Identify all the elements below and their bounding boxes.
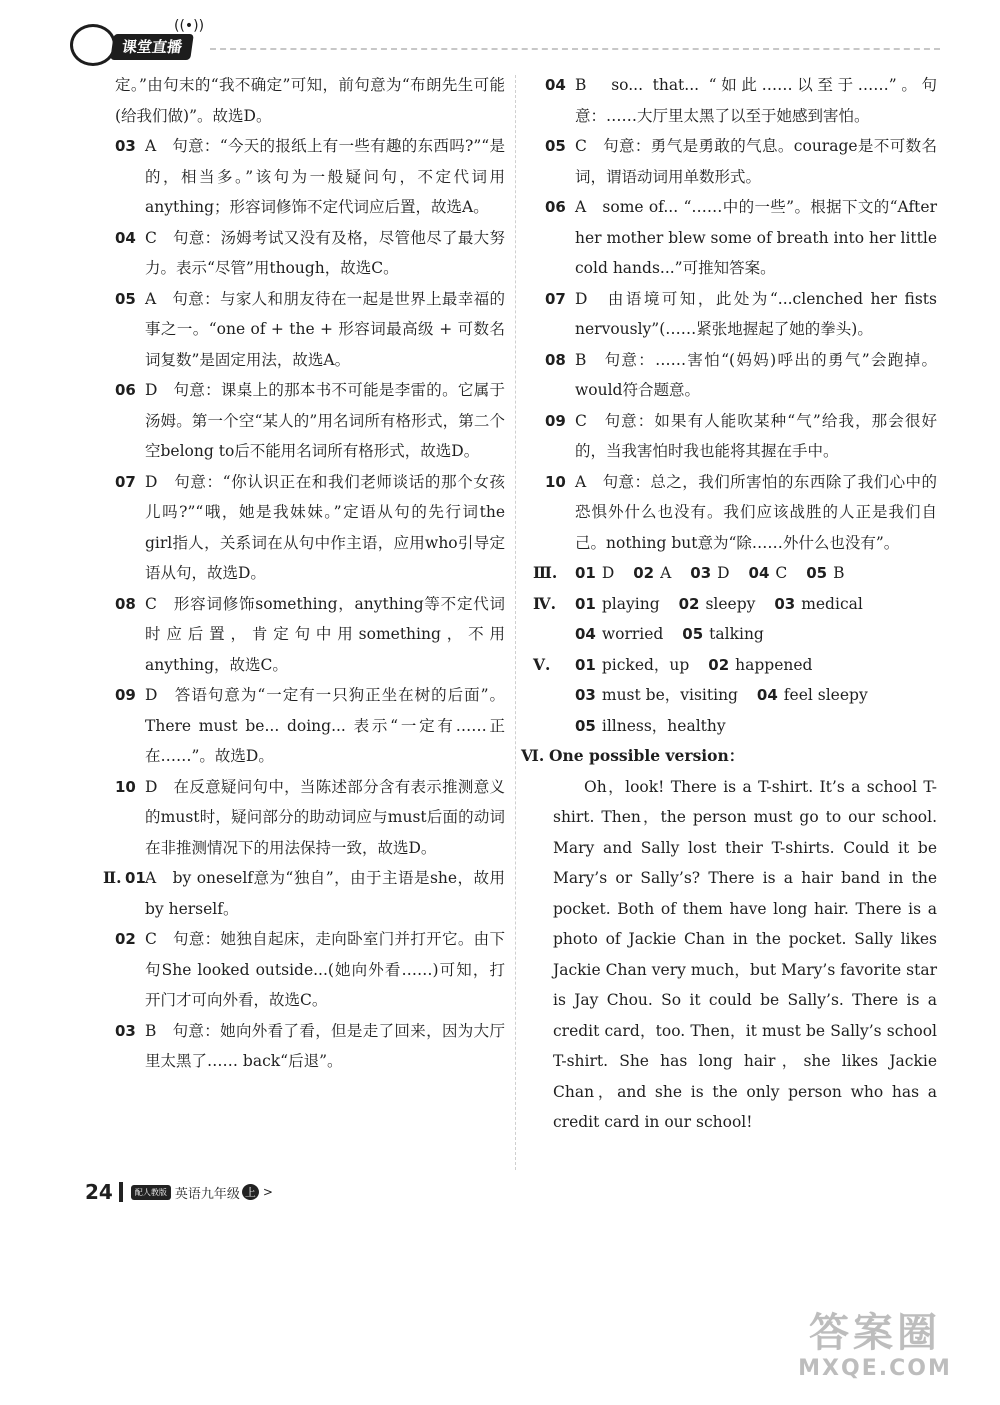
answer-text: B: [833, 564, 845, 582]
signal-icon: ((•)): [174, 18, 205, 34]
answer-item: [545, 345, 937, 406]
answer-text: D 答语句意为“一定有一只狗正坐在树的后面”。There must be... doing... 表示“一定有……正在……”。故选D。: [145, 686, 505, 765]
answer-item: [115, 131, 505, 223]
answer-text: C 句意：如果有人能吹某种“气”给我，那会很好的，当我害怕时我也能将其握在手中。: [575, 411, 937, 460]
answer-pair: [749, 558, 788, 589]
answer-text: sleepy: [705, 594, 756, 613]
section-5-answers: [533, 650, 937, 681]
answer-pair: [575, 650, 689, 681]
essay-title: One possible version：: [549, 746, 745, 765]
answer-pair: [682, 619, 764, 650]
header-divider: [210, 48, 940, 50]
column-divider: [515, 75, 516, 1170]
answer-number: 04: [575, 625, 596, 643]
answer-text: D 由语境可知，此处为“...clenched her fists nervously”(……紧张地握起了她的拳头)。: [575, 289, 937, 338]
answer-text: A some of... “……中的一些”。根据下文的“After her mother blew some of breath into her little cold hands...”可推知答案。: [575, 198, 937, 277]
section-3-label: Ⅲ.: [533, 563, 558, 582]
brand-title: 课堂直播: [110, 34, 194, 60]
answer-pair: [633, 558, 671, 589]
answer-text: A 句意：与家人和朋友待在一起是世界上最幸福的事之一。“one of + the + 形容词最高级 + 可数名词复数”是固定用法，故选A。: [145, 289, 505, 369]
section-2-item: [103, 863, 505, 924]
answer-number: 05: [682, 625, 704, 643]
answer-number: 01: [575, 594, 596, 613]
answer-item: [115, 375, 505, 467]
answer-item: [115, 284, 505, 376]
answer-number: 03: [115, 137, 136, 155]
answer-text: C 形容词修饰something，anything等不定代词时应后置，肯定句中用something，不用anything，故选C。: [145, 594, 505, 674]
answer-text: playing: [601, 594, 660, 613]
answer-number: 07: [115, 472, 136, 491]
answer-text: C 句意：汤姆考试又没有及格，尽管他尽了最大努力。表示“尽管”用though，故选C。: [145, 228, 505, 277]
answer-pair: [690, 558, 729, 589]
answer-pair: [774, 589, 863, 620]
answer-pair: [806, 558, 844, 589]
answer-item: [545, 131, 937, 192]
logo-disc-icon: [70, 24, 116, 66]
arrow-icon: >: [262, 1185, 273, 1199]
answer-number: 02: [678, 594, 700, 613]
answer-number: 06: [115, 381, 136, 399]
answer-number: 08: [115, 594, 136, 613]
answer-text: D 在反意疑问句中，当陈述部分含有表示推测意义的must时，疑问部分的助动词应与must后面的动词在非推测情况下的用法保持一致，故选D。: [145, 777, 505, 857]
answer-number: 04: [545, 76, 566, 94]
answer-number: 10: [545, 472, 566, 491]
section-5-label: Ⅴ.: [533, 654, 551, 674]
answer-number: 02: [708, 655, 730, 674]
answer-text: picked，up: [601, 655, 690, 674]
answer-item: [115, 223, 505, 284]
header-logo: [70, 18, 210, 62]
section-2-item: [115, 1016, 505, 1077]
answer-text: D 句意：课桌上的那本书不可能是李雷的。它属于汤姆。第一个空“某人的”用名词所有格形式，第二个空belong to后不能用名词所有格形式，故选D。: [145, 381, 505, 460]
answer-number: 01: [575, 564, 596, 582]
page-footer: [85, 1180, 273, 1204]
book-title: 英语九年级: [174, 1186, 240, 1202]
answer-text: happened: [735, 655, 813, 674]
answer-item: [545, 192, 937, 284]
answer-number: 08: [545, 350, 566, 369]
answer-text: feel sleepy: [783, 686, 868, 704]
answer-number: 03: [690, 564, 712, 582]
answer-text: B 句意：……害怕“(妈妈)呼出的勇气”会跑掉。would符合题意。: [575, 350, 937, 399]
section-4-answers: [545, 619, 937, 650]
answer-text: B so... that... “如此……以至于……”。句意：……大厅里太黑了以至于她感到害怕。: [575, 76, 937, 125]
answer-item: [545, 406, 937, 467]
answer-text: C 句意：勇气是勇敢的气息。courage是不可数名词，谓语动词用单数形式。: [575, 137, 937, 186]
answer-text: C: [775, 564, 788, 582]
answer-number: 05: [545, 137, 566, 155]
answer-item: [115, 70, 505, 131]
edition-badge: 配人教版: [131, 1185, 171, 1200]
answer-item: [545, 70, 937, 131]
answer-item: [115, 589, 505, 681]
answer-pair: [708, 650, 812, 681]
answer-number: 02: [115, 930, 136, 948]
section-5-answers: [545, 680, 937, 711]
section-2-label: Ⅱ.: [103, 868, 122, 887]
answer-item: [115, 680, 505, 772]
section-6-label: Ⅵ.: [521, 746, 545, 765]
answer-pair: [575, 619, 663, 650]
footer-bar: [119, 1182, 123, 1202]
answer-text: medical: [801, 594, 863, 613]
answer-text: A 句意：总之，我们所害怕的东西除了我们心中的恐惧外什么也没有。我们应该战胜的人正是我们自己。nothing but意为“除……外什么也没有”。: [575, 472, 937, 552]
answer-number: 01: [575, 655, 596, 674]
answer-number: 10: [115, 777, 136, 796]
section-4-answers: [533, 589, 937, 620]
answer-number: 03: [115, 1021, 136, 1040]
answer-number: 05: [115, 289, 136, 308]
answer-text: illness，healthy: [601, 716, 726, 735]
answer-text: 定。”由句末的“我不确定”可知，前句意为“布朗先生可能(给我们做)”。故选D。: [115, 76, 505, 125]
watermark-url: MXQE.COM: [798, 1356, 952, 1381]
answer-item: [115, 772, 505, 864]
answer-number: 06: [545, 198, 566, 216]
answer-pair: [575, 711, 726, 742]
answer-text: D: [717, 564, 730, 582]
answer-pair: [575, 558, 614, 589]
watermark: [775, 1310, 975, 1390]
answer-number: 09: [115, 686, 136, 704]
answer-text: D 句意：“你认识正在和我们老师谈话的那个女孩儿吗?”“哦，她是我妹妹。”定语从句的先行词the girl指人，关系词在从句中作主语，应用who引导定语从句，故选D。: [145, 472, 505, 582]
answer-number: 07: [545, 289, 566, 308]
answer-text: worried: [601, 625, 664, 643]
answer-text: A 句意：“今天的报纸上有一些有趣的东西吗?”“是的，相当多。”该句为一般疑问句，不定代词用anything；形容词修饰不定代词应后置，故选A。: [145, 137, 505, 216]
answer-item: [545, 467, 937, 559]
section-2-item: [115, 924, 505, 1016]
answer-number: 02: [633, 564, 655, 582]
answer-number: 03: [774, 594, 796, 613]
answer-text: talking: [709, 625, 764, 643]
page-number: 24: [85, 1180, 113, 1204]
right-column: [521, 70, 937, 1138]
answer-number: 04: [756, 686, 778, 704]
answer-text: B 句意：她向外看了看，但是走了回来，因为大厅里太黑了…… back“后退”。: [145, 1021, 505, 1070]
term-label: 上: [242, 1184, 259, 1200]
essay-body: Oh，look! There is a T-shirt. It’s a school T-shirt. Then，the person must go to our school. Mary and Sally lost their T-shirts. Could it be Mary’s or Sally’s? There is a hair band in the pocket. Both of them have long hair. There is a photo of Jackie Chan in the pocket. Sally likes Jackie Chan very much，but Mary’s favorite star is Jay Chou. So it could be Sally’s. There is a credit card，too. Then，it must be Sally’s school T-shirt. She has long hair，she likes Jackie Chan，and she is the only person who has a credit card in our school!: [553, 777, 937, 1131]
section-4-label: Ⅳ.: [533, 593, 556, 613]
answer-number: 04: [115, 228, 136, 247]
answer-item: [545, 284, 937, 345]
answer-number: 01: [125, 869, 146, 887]
answer-text: D: [601, 564, 615, 582]
section-3-answers: [533, 558, 937, 589]
answer-number: 09: [545, 411, 566, 430]
answer-number: 03: [575, 686, 596, 704]
answer-item: [115, 467, 505, 589]
section-6: [521, 741, 937, 1138]
answer-pair: [679, 589, 756, 620]
answer-pair: [757, 680, 868, 711]
answer-text: must be，visiting: [601, 686, 738, 704]
answer-number: 05: [575, 716, 596, 735]
watermark-logo: 答案圈: [809, 1310, 941, 1356]
answer-text: A: [660, 564, 672, 582]
left-column: [103, 70, 505, 1077]
answer-number: 04: [748, 564, 770, 582]
answer-text: C 句意：她独自起床，走向卧室门并打开它。由下句She looked outside...(她向外看……)可知，打开门才可向外看，故选C。: [145, 930, 505, 1009]
answer-number: 05: [806, 564, 828, 582]
answer-pair: [575, 680, 738, 711]
answer-text: A by oneself意为“独自”，由于主语是she，故用by herself。: [145, 869, 505, 918]
section-5-answers: [545, 711, 937, 742]
answer-pair: [575, 589, 660, 620]
